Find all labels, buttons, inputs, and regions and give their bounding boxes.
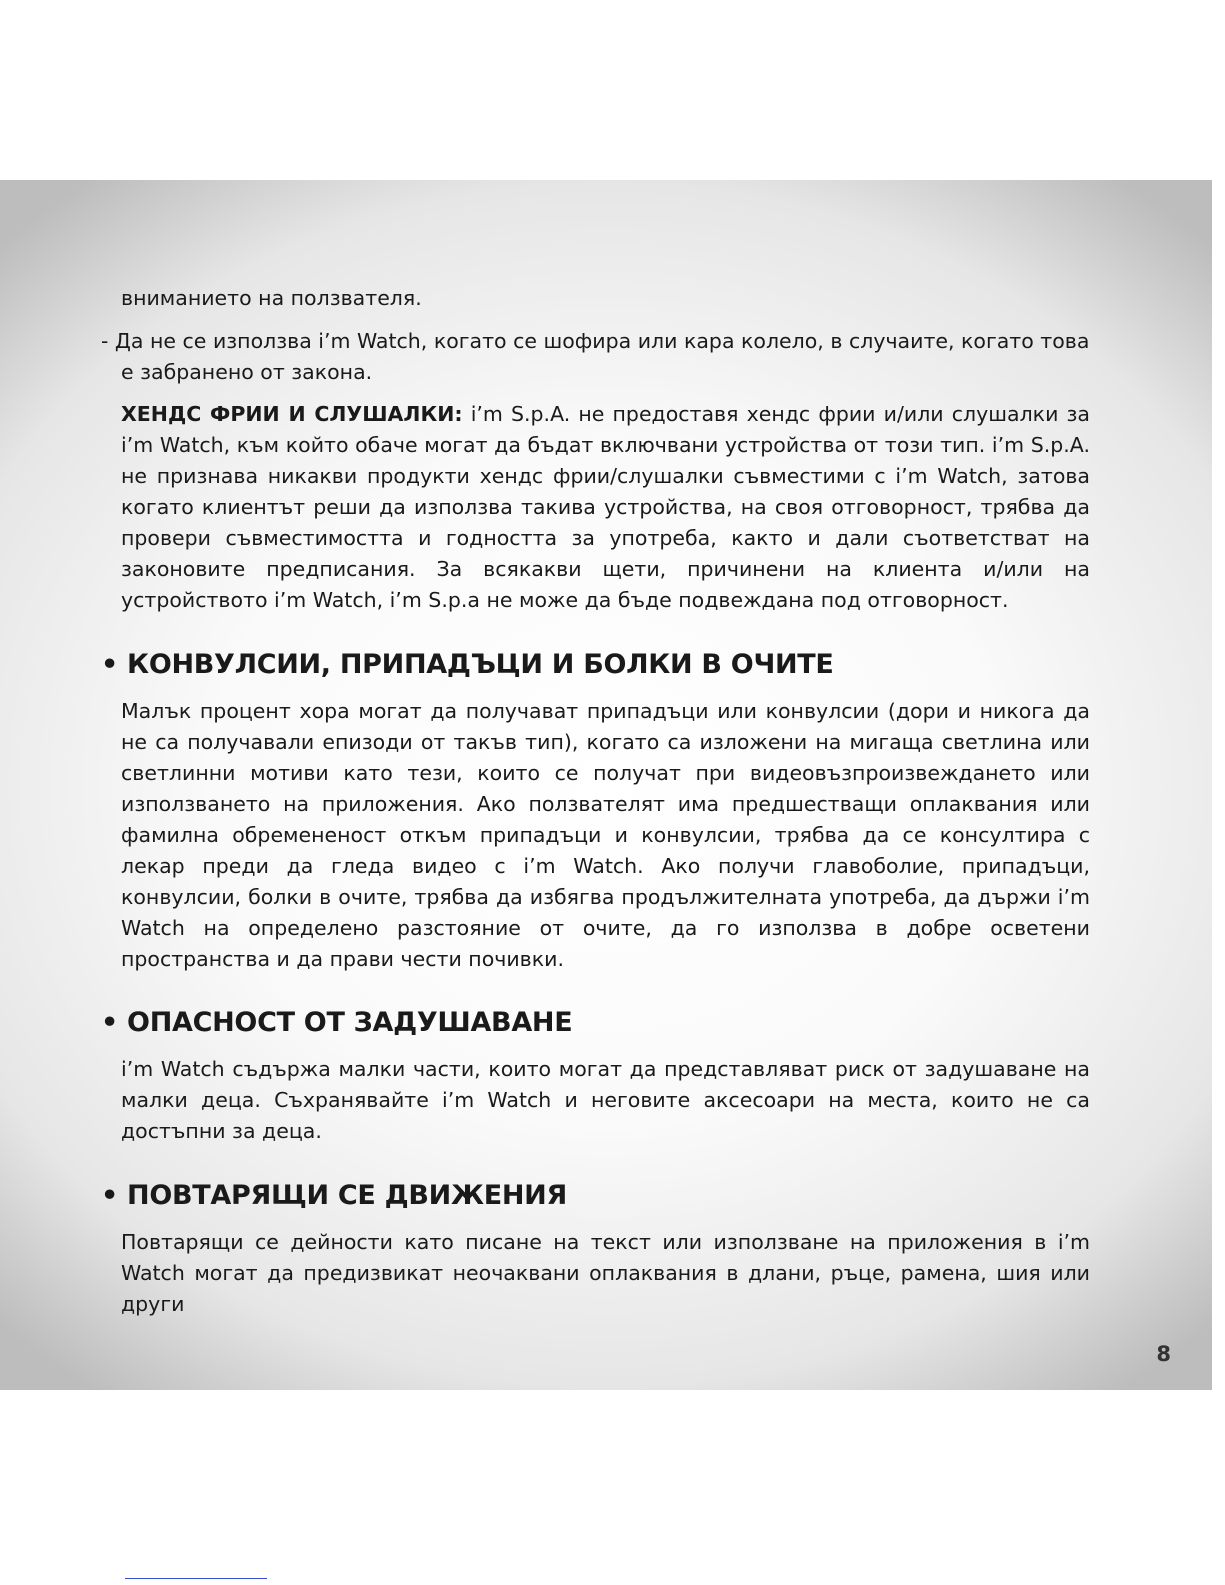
handsfree-paragraph [121, 399, 1090, 616]
section-body-choking: i’m Watch съдържа малки части, които могат да представляват риск от задушаване на малки деца. Съхранявайте i’m Watch и неговите аксесоари на места, които не са достъпни за деца. [121, 1057, 1090, 1143]
page-panel [0, 180, 1212, 1390]
section-heading-choking: • ОПАСНОСТ ОТ ЗАДУШАВАНЕ [101, 1007, 573, 1038]
handsfree-label: ХЕНДС ФРИИ И СЛУШАЛКИ: [121, 402, 463, 426]
section-heading-repetitive-motion: • ПОВТАРЯЩИ СЕ ДВИЖЕНИЯ [101, 1180, 567, 1211]
section-heading-convulsions: • КОНВУЛСИИ, ПРИПАДЪЦИ И БОЛКИ В ОЧИТЕ [101, 649, 834, 680]
section-body-convulsions: Малък процент хора могат да получават припадъци или конвулсии (дори и никога да не са получавали епизоди от такъв тип), когато са изложени на мигаща светлина или светлинни мотиви като тези, които се получат при видеовъзпроизвеждането или използването на приложения. Ако ползвателят има предшестващи оплаквания или фамилна обремененост откъм припадъци и конвулсии, трябва да се консултира с лекар преди да гледа видео с i’m Watch. Ако получи главоболие, припадъци, конвулсии, болки в очите, трябва да избягва продължителната употреба, да държи i’m Watch на определено разстояние от очите, да го използва в добре осветени пространства и да прави чести почивки. [121, 699, 1090, 971]
page-content [0, 180, 1212, 1390]
driving-warning: - Да не се използва i’m Watch, когато се шофира или кара колело, в случаите, когато това е забранено от закона. [101, 329, 1090, 384]
continuation-paragraph: вниманието на ползвателя. [121, 286, 422, 310]
handsfree-text: i’m S.p.A. не предоставя хендс фрии и/или слушалки за i’m Watch, към който обаче могат да бъдат включвани устройства от този тип. i’m S.p.A. не признава никакви продукти хендс фрии/слушалки съвместими с i’m Watch, затова когато клиентът реши да използва такива устройства, на своя отговорност, трябва да провери съвместимостта и годността за употреба, както и дали съответстват на законовите предписания. За всякакви щети, причинени на клиента и/или на устройството i’m Watch, i’m S.p.a не може да бъде подвеждана под отговорност. [121, 402, 1090, 612]
section-body-repetitive-motion: Повтарящи се дейности като писане на текст или използване на приложения в i’m Watch могат да предизвикат неочаквани оплаквания в длани, ръце, рамена, шия или други [121, 1230, 1090, 1316]
page-number: 8 [1156, 1342, 1171, 1366]
footer-link-underline [125, 1578, 267, 1579]
